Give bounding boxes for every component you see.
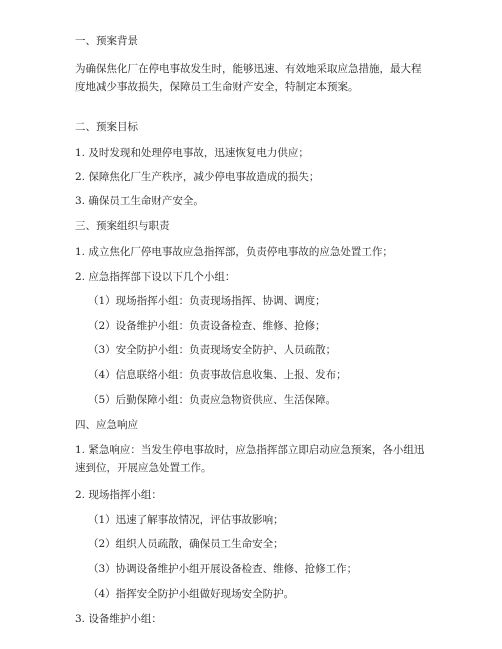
sub-item-response-4: （4）指挥安全防护小组做好现场安全防护。 (88, 588, 295, 600)
list-item-org-1: 1. 成立焦化厂停电事故应急指挥部，负责停电事故的应急处置工作； (75, 246, 393, 258)
sub-item-org-1: （1）现场指挥小组：负责现场指挥、协调、调度； (88, 295, 326, 307)
sub-item-response-3: （3）协调设备维护小组开展设备检查、维修、抢修工作； (88, 563, 358, 575)
sub-item-org-5: （5）后勤保障小组：负责应急物资供应、生活保障。 (88, 394, 337, 406)
list-item-goal-1: 1. 及时发现和处理停电事故，迅速恢复电力供应； (75, 147, 309, 159)
section-heading-background: 一、预案背景 (75, 35, 138, 47)
section-heading-response: 四、应急响应 (75, 419, 138, 431)
list-item-goal-3: 3. 确保员工生命财产安全。 (75, 195, 204, 207)
sub-item-org-4: （4）信息联络小组：负责事故信息收集、上报、发布； (88, 369, 347, 381)
sub-item-org-3: （3）安全防护小组：负责现场安全防护、人员疏散； (88, 344, 337, 356)
sub-item-response-1: （1）迅速了解事故情况，评估事故影响； (88, 514, 284, 526)
sub-item-org-2: （2）设备维护小组：负责设备检查、维修、抢修； (88, 320, 326, 332)
list-item-goal-2: 2. 保障焦化厂生产秩序，减少停电事故造成的损失； (75, 171, 320, 183)
list-item-response-2: 2. 现场指挥小组： (75, 489, 162, 501)
section-paragraph-background: 为确保焦化厂在停电事故发生时，能够迅速、有效地采取应急措施，最大程度地减少事故损失，保障员工生命财产安全，特制定本预案。 (75, 63, 422, 93)
section-heading-organization: 三、预案组织与职责 (75, 220, 170, 232)
list-item-response-3: 3. 设备维护小组： (75, 613, 162, 625)
list-item-response-1: 1. 紧急响应：当发生停电事故时，应急指挥部立即启动应急预案，各小组迅速到位，开展应急处置工作。 (75, 444, 425, 474)
list-item-org-2: 2. 应急指挥部下设以下几个小组： (75, 271, 236, 283)
sub-item-response-2: （2）组织人员疏散，确保员工生命安全； (88, 538, 284, 550)
section-heading-goals: 二、预案目标 (75, 121, 138, 133)
